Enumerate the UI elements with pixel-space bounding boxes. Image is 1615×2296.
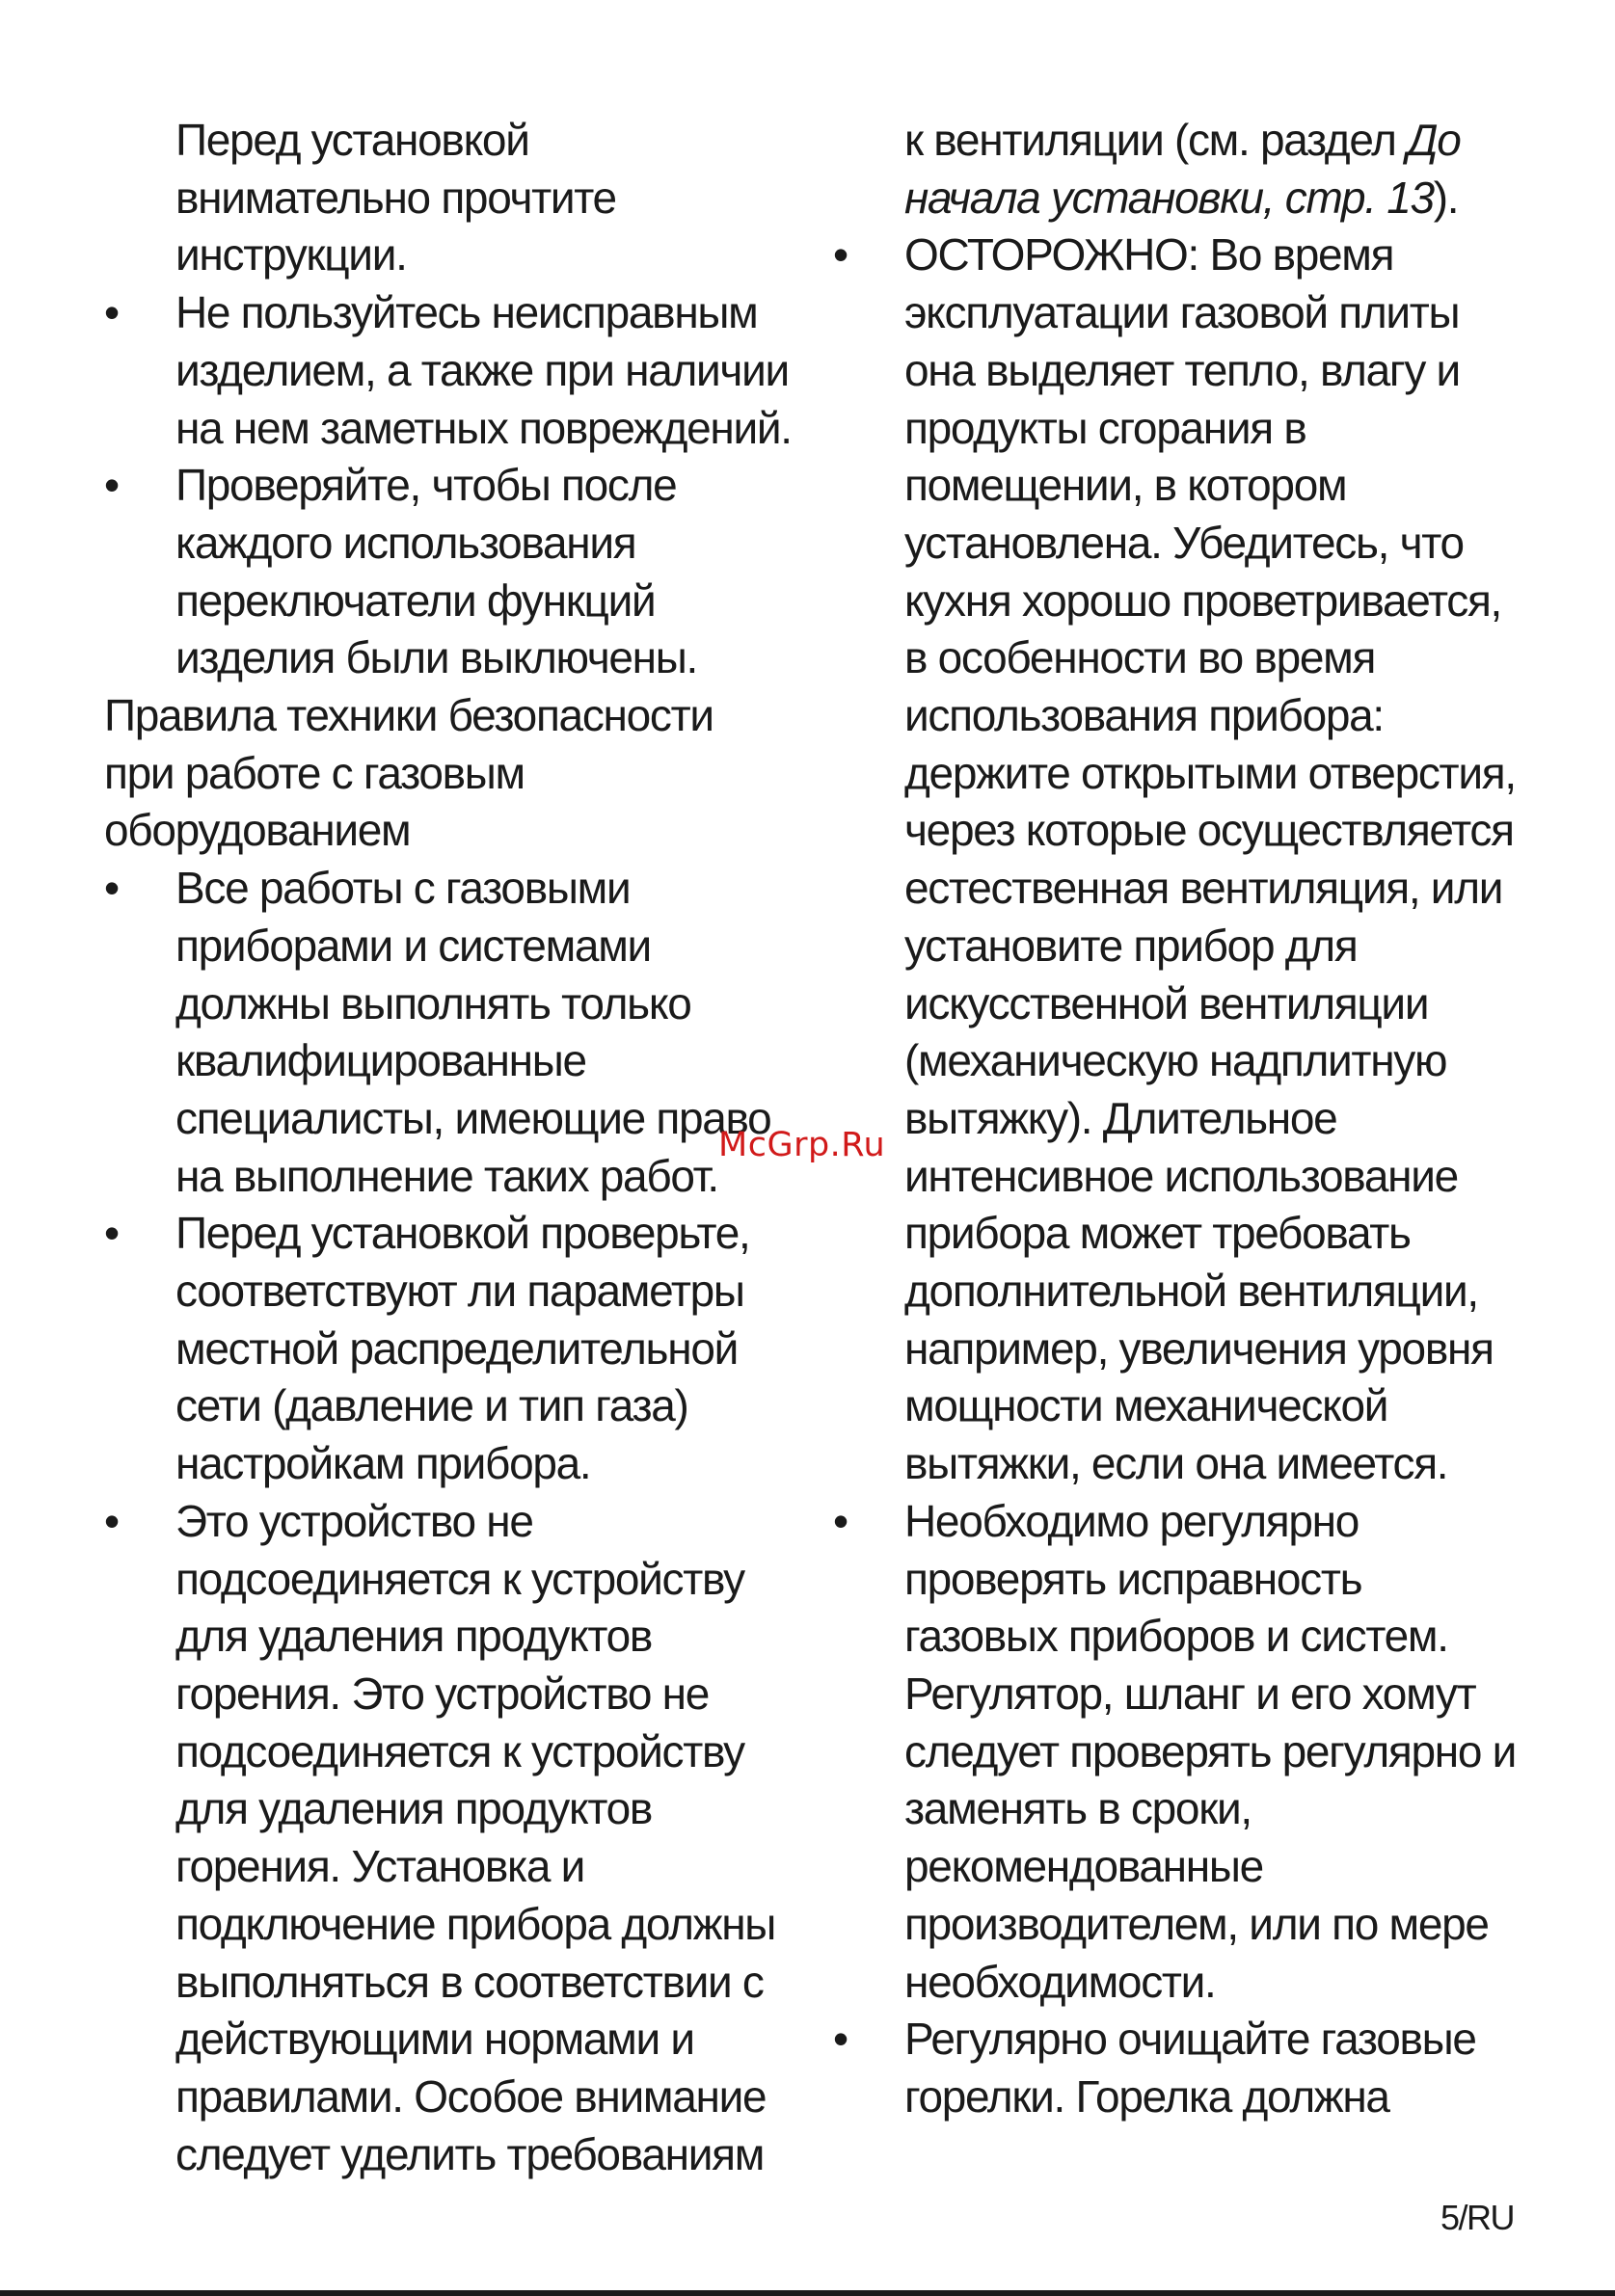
text-line: каждого использования [175, 517, 636, 568]
page-number: 5/RU [1440, 2198, 1515, 2237]
text-run: ). [1433, 172, 1459, 223]
text-line: кухня хорошо проветривается, [904, 574, 1502, 626]
text-line: естественная вентиляция, или [904, 863, 1503, 914]
text-line: переключатели функций [175, 574, 656, 626]
text-line: на нем заметных повреждений. [175, 402, 792, 453]
text-line: правилами. Особое внимание [175, 2070, 767, 2122]
watermark: McGrp.Ru [718, 1126, 886, 1164]
text-line: например, увеличения уровня [904, 1322, 1494, 1374]
right-column [833, 112, 1527, 2126]
text-line: инструкции. [175, 229, 407, 280]
text-line: горения. Установка и [175, 1841, 584, 1892]
intro-paragraph [104, 112, 818, 284]
bullet-item [833, 2011, 1527, 2125]
text-line: подсоединяется к устройству [175, 1725, 744, 1776]
text-line: газовых приборов и систем. [904, 1611, 1448, 1662]
bullet-item [104, 457, 818, 687]
text-line: для удаления продуктов [175, 1783, 652, 1834]
heading-line: при работе с газовым [104, 747, 525, 798]
text-line: в особенности во время [904, 632, 1376, 683]
text-line: Проверяйте, чтобы после [175, 460, 677, 511]
text-line: эксплуатации газовой плиты [904, 287, 1460, 338]
text-line: соответствуют ли параметры [175, 1266, 744, 1317]
bullet-marker: • [104, 287, 119, 338]
text-line: (механическую надплитную [904, 1035, 1447, 1086]
bullet-item [104, 1205, 818, 1493]
heading-line: Правила техники безопасности [104, 690, 713, 741]
bullet-marker: • [104, 460, 119, 511]
text-line: использования прибора: [904, 690, 1384, 741]
bullet-item [833, 227, 1527, 1492]
text-line: должны выполнять только [175, 977, 691, 1028]
text-line: Это устройство не [175, 1495, 533, 1546]
bullet-item [104, 284, 818, 457]
text-line [904, 170, 1527, 227]
text-line: заменять в сроки, [904, 1783, 1252, 1834]
text-line: квалифицированные [175, 1035, 586, 1086]
text-line: через которые осуществляется [904, 805, 1514, 856]
text-line: Перед установкой проверьте, [175, 1208, 750, 1259]
text-line: изделия были выключены. [175, 632, 697, 683]
text-line: производителем, или по мере [904, 1898, 1489, 1949]
bottom-rule [0, 2290, 1615, 2296]
text-line: горения. Это устройство не [175, 1668, 710, 1719]
text-line: выполняться в соответствии с [175, 1956, 764, 2007]
text-line: интенсивное использование [904, 1150, 1458, 1201]
text-line: рекомендованные [904, 1841, 1263, 1892]
text-line: ОСТОРОЖНО: Во время [904, 229, 1394, 280]
text-line: подключение прибора должны [175, 1898, 776, 1949]
section-heading [104, 687, 818, 860]
text-line: вытяжку). Длительное [904, 1092, 1337, 1143]
text-line: действующими нормами и [175, 2014, 694, 2065]
text-line: местной распределительной [175, 1322, 738, 1374]
text-line: помещении, в котором [904, 460, 1347, 511]
bullet-item [833, 1493, 1527, 2011]
bullet-marker: • [833, 2014, 848, 2065]
text-line: горелки. Горелка должна [904, 2070, 1389, 2122]
text-line: она выделяет тепло, влагу и [904, 344, 1460, 395]
bullet-marker: • [104, 1208, 119, 1259]
text-line: установите прибор для [904, 920, 1358, 971]
text-line: Все работы с газовыми [175, 863, 631, 914]
text-line: для удаления продуктов [175, 1611, 652, 1662]
text-run: к вентиляции (см. раздел [904, 115, 1408, 165]
text-line: следует уделить требованиям [175, 2128, 765, 2179]
text-line: подсоединяется к устройству [175, 1553, 744, 1604]
cross-reference: До [1407, 115, 1461, 165]
text-line: следует проверять регулярно и [904, 1725, 1517, 1776]
text-line: искусственной вентиляции [904, 977, 1429, 1028]
text-line: прибора может требовать [904, 1208, 1411, 1259]
text-line: внимательно прочтите [175, 172, 616, 223]
text-line: приборами и системами [175, 920, 651, 971]
text-line: сети (давление и тип газа) [175, 1380, 688, 1431]
bullet-item [104, 860, 818, 1205]
text-line: настройкам прибора. [175, 1438, 591, 1489]
cross-reference: начала установки, стр. 13 [904, 172, 1434, 223]
continuation-paragraph [833, 112, 1527, 227]
text-line: Регулятор, шланг и его хомут [904, 1668, 1476, 1719]
left-column [104, 112, 818, 2183]
text-line: вытяжки, если она имеется. [904, 1438, 1448, 1489]
bullet-marker: • [104, 863, 119, 914]
text-line: Необходимо регулярно [904, 1495, 1359, 1546]
text-line: специалисты, имеющие право [175, 1092, 771, 1143]
text-line: изделием, а также при наличии [175, 344, 789, 395]
bullet-item [104, 1493, 818, 2183]
text-line: продукты сгорания в [904, 402, 1306, 453]
text-line: установлена. Убедитесь, что [904, 517, 1464, 568]
text-line: дополнительной вентиляции, [904, 1266, 1478, 1317]
text-line: Перед установкой [175, 115, 529, 165]
text-line: Не пользуйтесь неисправным [175, 287, 758, 338]
text-line: необходимости. [904, 1956, 1216, 2007]
bullet-marker: • [833, 229, 848, 280]
text-line: держите открытыми отверстия, [904, 747, 1516, 798]
bullet-marker: • [833, 1495, 848, 1546]
text-line [904, 112, 1527, 170]
heading-line: оборудованием [104, 805, 411, 856]
bullet-marker: • [104, 1495, 119, 1546]
text-line: проверять исправность [904, 1553, 1362, 1604]
text-line: мощности механической [904, 1380, 1388, 1431]
text-line: Регулярно очищайте газовые [904, 2014, 1476, 2065]
text-line: на выполнение таких работ. [175, 1150, 718, 1201]
